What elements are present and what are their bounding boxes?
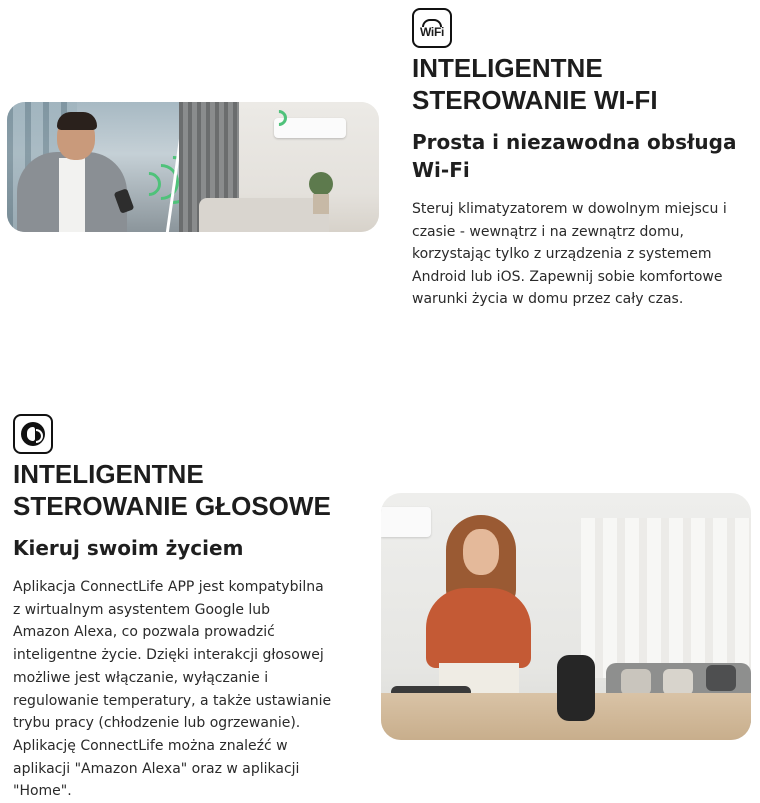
voice-description-line: trybu pracy (chłodzenie lub ogrzewanie). [13,715,301,732]
wifi-icon-label: WiFi [419,24,445,39]
voice-description-line: Aplikacja ConnectLife APP jest kompatybilna [13,579,324,595]
voice-heading [13,458,373,522]
voice-description-line: regulowanie temperatury, a także ustawianie [13,692,332,709]
voice-description-line: możliwe jest włączanie, wyłączanie i [13,669,269,686]
wifi-icon [412,8,452,48]
wifi-feature-section [0,0,760,330]
voice-description-line: Amazon Alexa, co pozwala prowadzić [13,624,275,641]
voice-description-line: inteligentne życie. Dzięki interakcji głosowej [13,647,324,664]
wifi-control-photo [7,102,379,232]
voice-description-line: Aplikację ConnectLife można znaleźć w [13,737,288,754]
voice-assistant-icon [13,414,53,454]
man-with-phone-image [7,102,185,232]
voice-description [13,576,358,803]
wifi-description-line: czasie - wewnątrz i na zewnątrz domu, [412,223,684,240]
voice-description-line: aplikacji "Amazon Alexa" oraz w aplikacji [13,760,300,777]
voice-heading-line1: INTELIGENTNE [13,459,204,489]
wifi-subheading-line2: Wi-Fi [412,158,470,182]
voice-description-line: "Home". [13,783,72,800]
wifi-description-line: Android lub iOS. Zapewnij sobie komfortowe [412,268,723,285]
smart-speaker-icon [557,655,595,721]
voice-heading-line2: STEROWANIE GŁOSOWE [13,491,331,521]
voice-feature-section [0,400,760,800]
wifi-heading-line1: INTELIGENTNE [412,53,603,83]
wifi-description-line: warunki życia w domu przez cały czas. [412,291,684,307]
voice-description-line: z wirtualnym asystentem Google lub [13,601,271,618]
wifi-heading [412,52,752,116]
wifi-description-line: Steruj klimatyzatorem w dowolnym miejscu i [412,201,727,217]
wifi-subheading-line1: Prosta i niezawodna obsługa [412,130,737,154]
wifi-description-line: korzystając tylko z urządzenia z systemem [412,246,712,262]
woman-with-smart-speaker-photo [381,493,751,740]
wifi-heading-line2: STEROWANIE WI-FI [412,85,658,115]
living-room-ac-image [179,102,379,232]
wifi-description [412,198,757,311]
voice-subheading: Kieruj swoim życiem [13,536,244,560]
wifi-subheading [412,128,752,184]
